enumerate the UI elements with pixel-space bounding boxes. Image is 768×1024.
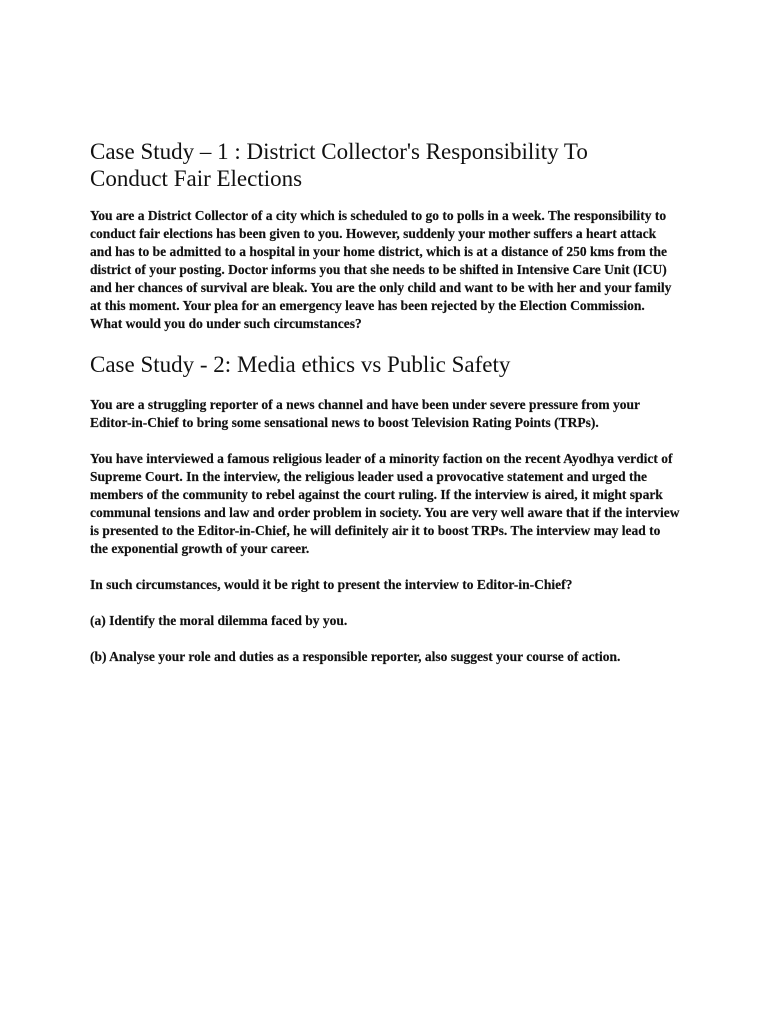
case-study-2-question-a: (a) Identify the moral dilemma faced by you. [90,613,348,628]
document-content [90,138,680,666]
case-study-1-heading: Case Study – 1 : District Collector's Responsibility To Conduct Fair Elections [90,139,588,191]
case-study-2-question: In such circumstances, would it be right to present the interview to Editor-in-Chief? [90,577,573,592]
case-study-2-paragraph-intro: You are a struggling reporter of a news channel and have been under severe pressure from your Editor-in-Chief to bring some sensational news to boost Television Rating Points (TRPs). [90,397,640,430]
case-study-2-heading: Case Study - 2: Media ethics vs Public Safety [90,352,511,377]
case-study-2-question-b: (b) Analyse your role and duties as a responsible reporter, also suggest your course of action. [90,649,621,664]
case-study-1-paragraph: You are a District Collector of a city which is scheduled to go to polls in a week. The responsibility to conduct fair elections has been given to you. However, suddenly your mother suffers a heart attack and has to be admitted to a hospital in your home district, which is at a distance of 250 kms from the district of your posting. Doctor informs you that she needs to be shifted in Intensive Care Unit (ICU) and her chances of survival are bleak. You are the only child and want to be with her and your family at this moment. Your plea for an emergency leave has been rejected by the Election Commission. What would you do under such circumstances? [90,208,672,331]
case-study-2-paragraph-interview: You have interviewed a famous religious leader of a minority faction on the recent Ayodhya verdict of Supreme Court. In the interview, the religious leader used a provocative statement and urged the members of the community to rebel against the court ruling. If the interview is aired, it might spark communal tensions and law and order problem in society. You are very well aware that if the interview is presented to the Editor-in-Chief, he will definitely air it to boost TRPs. The interview may lead to the exponential growth of your career. [90,451,680,556]
